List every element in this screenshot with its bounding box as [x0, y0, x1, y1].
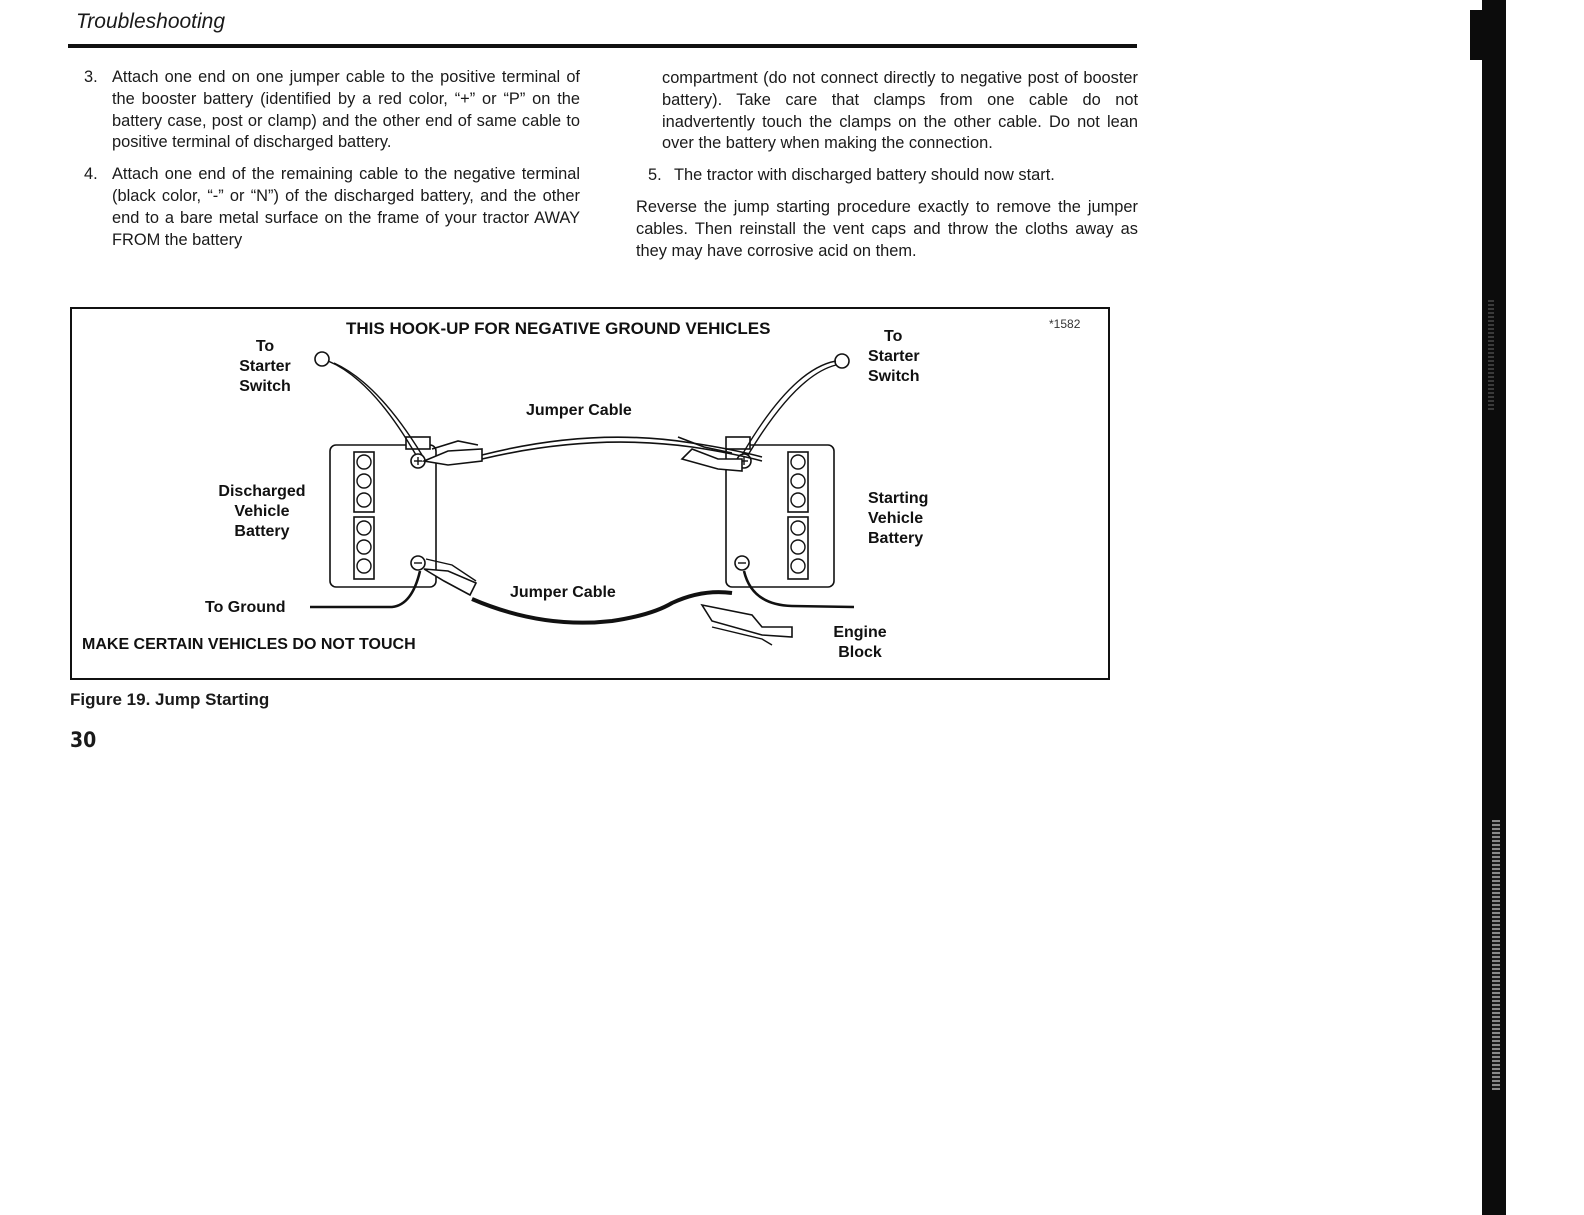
ground-wire-right — [744, 571, 854, 607]
figure-code: *1582 — [1049, 317, 1081, 331]
step-text: Attach one end on one jumper cable to the positive terminal of the booster battery (identified by a red color, “+” or “P” on the battery case, post or clamp) and the other end of same cable to positive terminal of discharged battery. — [112, 68, 580, 152]
section-header: Troubleshooting — [76, 10, 226, 33]
label-discharged-battery: Discharged Vehicle Battery — [218, 483, 306, 540]
closing-paragraph: Reverse the jump starting procedure exactly to remove the jumper cables. Then reinstall the vent caps and throw the cloths away as they may have corrosive acid on them. — [636, 197, 1138, 260]
starter-wire-left — [328, 361, 416, 455]
label-jumper-cable-bottom: Jumper Cable — [510, 584, 616, 601]
label-jumper-cable-top: Jumper Cable — [526, 402, 632, 419]
page-number: 30 — [70, 728, 97, 752]
warning-label: MAKE CERTAIN VEHICLES DO NOT TOUCH — [82, 636, 416, 653]
label-starting-battery: Starting Vehicle Battery — [868, 490, 929, 547]
jump-start-diagram — [70, 307, 1110, 680]
binding-texture — [1488, 300, 1494, 410]
starter-switch-left-icon — [315, 352, 329, 366]
step-5 — [636, 165, 1138, 187]
clamp-icon — [424, 569, 476, 595]
step-text: Attach one end of the remaining cable to the negative terminal (black color, “-” or “N”) of the discharged battery, and the other end to a bare metal surface on the frame of your tractor AWAY FROM the battery — [112, 165, 580, 249]
positive-jumper-cable — [482, 437, 762, 457]
label-to-ground: To Ground — [205, 599, 286, 616]
step-4 — [84, 164, 580, 251]
step-number: 5. — [648, 166, 662, 185]
left-column — [84, 67, 580, 261]
clamp-icon — [424, 449, 482, 465]
label-engine-block: Engine Block — [833, 624, 887, 661]
step-3 — [84, 67, 580, 154]
step-number: 4. — [84, 165, 98, 184]
clamp-icon — [682, 449, 742, 471]
label-to-starter-switch-left: To Starter Switch — [239, 338, 291, 395]
step-number: 3. — [84, 68, 98, 86]
ground-wire-left — [310, 571, 420, 607]
starter-switch-right-icon — [835, 354, 849, 368]
figure-title: THIS HOOK-UP FOR NEGATIVE GROUND VEHICLES — [346, 319, 771, 338]
step-4-continuation: compartment (do not connect directly to negative post of booster battery). Take care that clamps from one cable do not inadvertently touch the clamps on the other cable. Do not lean over the battery when making the connection. — [662, 69, 1138, 153]
label-to-starter-switch-right: To Starter Switch — [868, 328, 920, 385]
clamp-icon — [702, 605, 792, 637]
header-rule — [68, 44, 1137, 48]
binding-texture — [1492, 820, 1500, 1090]
figure-caption: Figure 19. Jump Starting — [70, 690, 270, 709]
right-column — [636, 68, 1138, 262]
step-text: The tractor with discharged battery should now start. — [674, 166, 1055, 185]
